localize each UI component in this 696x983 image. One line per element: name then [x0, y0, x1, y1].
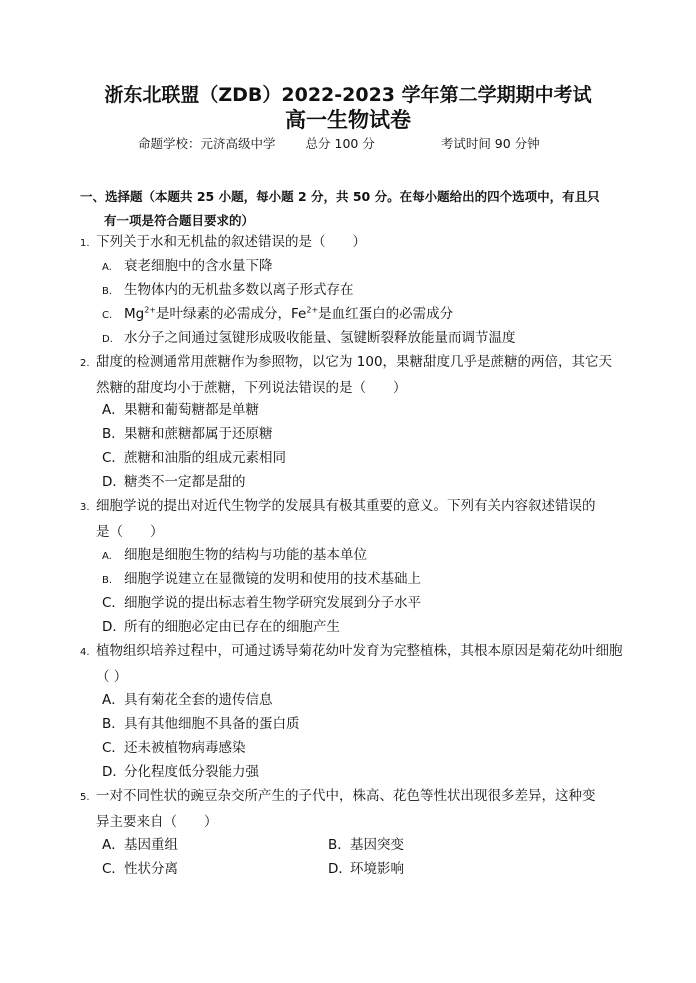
option-text: 基因重组: [124, 837, 178, 853]
option-text: $Mg^{2+}$是叶绿素的必需成分，$Fe^{2+}$是血红蛋白的必需成分: [124, 305, 454, 322]
option-label: B．: [328, 837, 351, 853]
option-text: 细胞是细胞生物的结构与功能的基本单位: [124, 547, 367, 563]
question-3-stem: [80, 494, 640, 544]
exam-title: 浙东北联盟（ZDB）2022-2023 学年第二学期期中考试: [104, 84, 592, 106]
option-label: D．: [328, 861, 352, 877]
question-3-option-b: [102, 567, 421, 593]
question-5-stem: [80, 784, 640, 834]
option-label: D．: [102, 764, 126, 780]
question-4-stem: [80, 639, 640, 689]
option-text: 具有菊花全套的遗传信息: [124, 692, 273, 708]
school-label: 命题学校：元济高级中学: [138, 136, 276, 151]
option-label: A．: [102, 837, 125, 853]
question-4-option-a: [102, 688, 273, 712]
question-text-line2: 异主要来自（ ）: [96, 814, 218, 830]
option-text: 果糖和葡萄糖都是单糖: [124, 402, 259, 418]
option-text: 细胞学说的提出标志着生物学研究发展到分子水平: [124, 595, 421, 611]
question-2-option-b: [102, 422, 273, 446]
option-text: 环境影响: [350, 861, 404, 877]
option-label: C.: [102, 310, 113, 321]
section-heading-line2: 有一项是符合题目要求的）: [104, 213, 255, 228]
option-label: A.: [102, 262, 112, 273]
option-label: C．: [102, 861, 125, 877]
question-text-line2: 是（ ）: [96, 524, 164, 540]
section-heading: [80, 185, 640, 233]
question-3-option-c: [102, 591, 421, 615]
option-label: C．: [102, 595, 125, 611]
option-label: A.: [102, 551, 112, 562]
option-label: A．: [102, 692, 125, 708]
option-text: 所有的细胞必定由已存在的细胞产生: [124, 619, 340, 635]
question-text: 下列关于水和无机盐的叙述错误的是（ ）: [96, 234, 366, 250]
option-label: C．: [102, 740, 125, 756]
option-text: 糖类不一定都是甜的: [124, 474, 246, 490]
question-4-option-b: [102, 712, 300, 736]
option-label: D．: [102, 474, 126, 490]
question-2-option-a: [102, 398, 259, 422]
option-label: B.: [102, 286, 113, 297]
question-number: 3.: [80, 502, 90, 513]
option-label: B．: [102, 426, 125, 442]
question-4-option-c: [102, 736, 246, 760]
question-1-stem: [80, 230, 640, 256]
question-1-option-b: [102, 278, 354, 304]
question-3-option-d: [102, 615, 340, 639]
question-4-option-d: [102, 760, 259, 784]
option-text: 生物体内的无机盐多数以离子形式存在: [124, 282, 354, 298]
exam-meta: [138, 134, 540, 152]
option-text: 分化程度低分裂能力强: [124, 764, 259, 780]
question-1-option-a: [102, 254, 273, 280]
option-label: C．: [102, 450, 125, 466]
question-number: 4.: [80, 647, 90, 658]
option-text: 具有其他细胞不具备的蛋白质: [124, 716, 300, 732]
question-5-option-d: [328, 857, 404, 881]
question-text-line1: 细胞学说的提出对近代生物学的发展具有极其重要的意义。下列有关内容叙述错误的: [96, 498, 596, 514]
question-text-line1: 甜度的检测通常用蔗糖作为参照物，以它为 100，果糖甜度几乎是蔗糖的两倍，其它天: [96, 354, 613, 370]
question-2-option-d: [102, 470, 246, 494]
question-5-option-c: [102, 857, 178, 881]
total-score-label: 总分 100 分: [305, 136, 375, 151]
option-label: D.: [102, 334, 113, 345]
option-text: 基因突变: [350, 837, 404, 853]
question-text-line2: 然糖的甜度均小于蔗糖，下列说法错误的是（ ）: [96, 380, 407, 396]
exam-time-label: 考试时间 90 分钟: [440, 136, 540, 151]
option-text: 水分子之间通过氢键形成吸收能量、氢键断裂释放能量而调节温度: [124, 330, 516, 346]
option-label: A．: [102, 402, 125, 418]
question-5-option-b: [328, 833, 404, 857]
question-3-option-a: [102, 543, 367, 569]
option-text: 衰老细胞中的含水量下降: [124, 258, 273, 274]
option-label: B.: [102, 575, 113, 586]
option-label: D．: [102, 619, 126, 635]
question-text-line1: 植物组织培养过程中，可通过诱导菊花幼叶发育为完整植株，其根本原因是菊花幼叶细胞: [96, 643, 623, 659]
exam-subtitle: 高一生物试卷: [285, 108, 411, 132]
option-label: B．: [102, 716, 125, 732]
option-text: 果糖和蔗糖都属于还原糖: [124, 426, 273, 442]
question-number: 1.: [80, 238, 90, 249]
question-text-line2: （ ）: [96, 669, 128, 685]
option-text: 蔗糖和油脂的组成元素相同: [124, 450, 286, 466]
question-2-stem: [80, 350, 640, 400]
question-number: 5.: [80, 792, 90, 803]
question-5-option-a: [102, 833, 178, 857]
question-text-line1: 一对不同性状的豌豆杂交所产生的子代中，株高、花色等性状出现很多差异，这种变: [96, 788, 596, 804]
question-1-option-d: [102, 326, 516, 352]
option-text: 性状分离: [124, 861, 178, 877]
question-2-option-c: [102, 446, 286, 470]
question-1-option-c: [102, 302, 453, 328]
option-text: 还未被植物病毒感染: [124, 740, 246, 756]
option-text: 细胞学说建立在显微镜的发明和使用的技术基础上: [124, 571, 421, 587]
section-heading-line1: 一、选择题（本题共 25 小题，每小题 2 分，共 50 分。在每小题给出的四个选项中，有且只: [80, 189, 600, 204]
question-number: 2.: [80, 358, 90, 369]
